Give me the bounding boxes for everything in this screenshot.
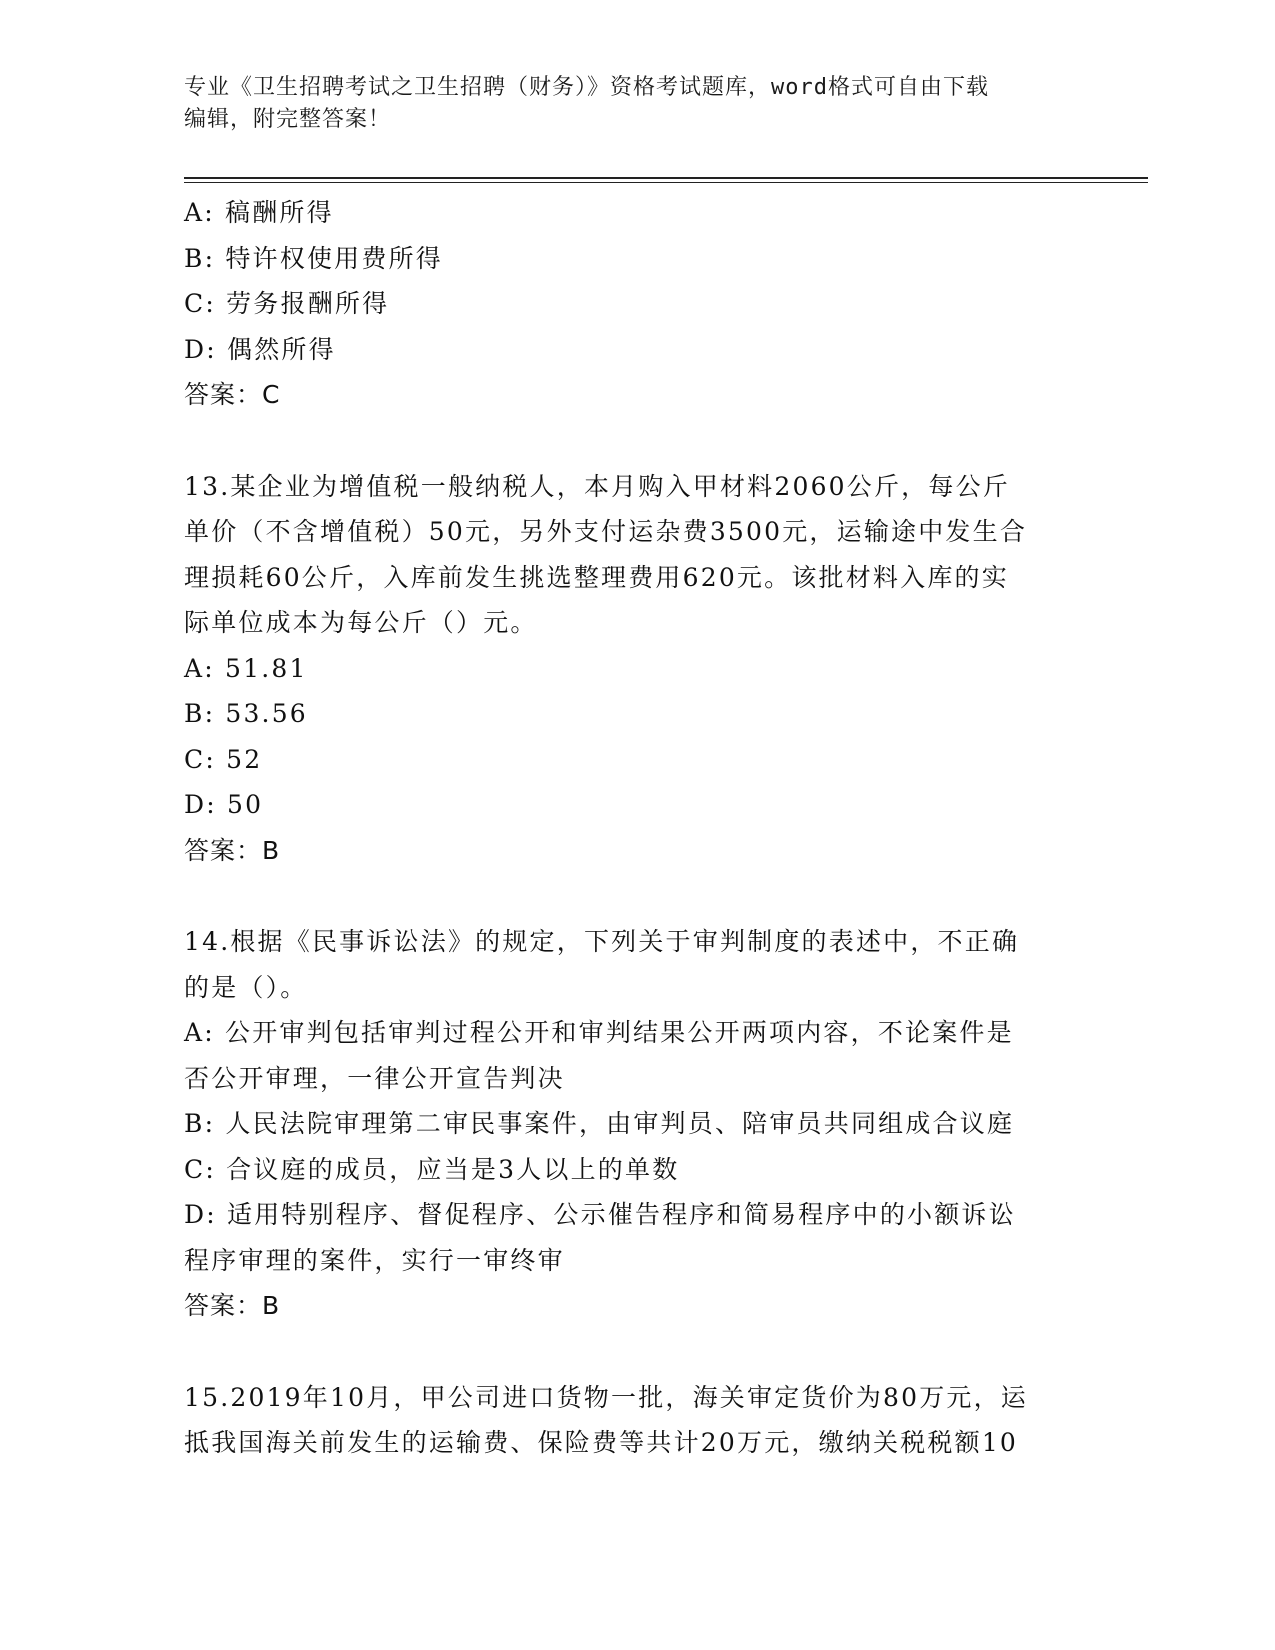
q12-answer: 答案：C bbox=[184, 380, 281, 409]
q15-stem-line-1: 15.2019年10月，甲公司进口货物一批，海关审定货价为80万元，运 bbox=[184, 1382, 1029, 1412]
q12-option-b: B: 特许权使用费所得 bbox=[184, 243, 443, 273]
question-13-block bbox=[184, 464, 1084, 874]
q12-option-a: A: 稿酬所得 bbox=[184, 198, 334, 227]
spacer bbox=[184, 1329, 1084, 1375]
question-14-block bbox=[184, 919, 1084, 1329]
header-line-2: 编辑，附完整答案！ bbox=[184, 107, 392, 132]
header-line-1: 专业《卫生招聘考试之卫生招聘（财务）》资格考试题库，word格式可自由下载 bbox=[184, 75, 989, 100]
q14-answer: 答案：B bbox=[184, 1291, 281, 1320]
question-15-block bbox=[184, 1375, 1084, 1466]
document-header bbox=[184, 72, 1084, 136]
q13-stem-line-4: 际单位成本为每公斤（）元。 bbox=[184, 608, 538, 637]
q13-stem-line-3: 理损耗60公斤，入库前发生挑选整理费用620元。该批材料入库的实 bbox=[184, 562, 1009, 592]
q13-option-c: C: 52 bbox=[184, 744, 263, 774]
question-12-block bbox=[184, 190, 1084, 418]
q14-option-d-line-2: 程序审理的案件，实行一审终审 bbox=[184, 1245, 565, 1275]
q13-stem-line-1: 13.某企业为增值税一般纳税人，本月购入甲材料2060公斤，每公斤 bbox=[184, 471, 1010, 501]
q14-stem-line-1: 14.根据《民事诉讼法》的规定，下列关于审判制度的表述中，不正确 bbox=[184, 927, 1020, 956]
q14-option-d-line-1: D: 适用特别程序、督促程序、公示催告程序和简易程序中的小额诉讼 bbox=[184, 1200, 1016, 1229]
q13-option-b: B: 53.56 bbox=[184, 699, 308, 728]
q14-option-c: C: 合议庭的成员，应当是3人以上的单数 bbox=[184, 1154, 680, 1184]
q14-option-b: B: 人民法院审理第二审民事案件，由审判员、陪审员共同组成合议庭 bbox=[184, 1109, 1015, 1138]
q15-stem-line-2: 抵我国海关前发生的运输费、保险费等共计20万元，缴纳关税税额10 bbox=[184, 1428, 1019, 1457]
q13-stem-line-2: 单价（不含增值税）50元，另外支付运杂费3500元，运输途中发生合 bbox=[184, 517, 1028, 546]
q13-answer: 答案：B bbox=[184, 835, 281, 865]
q13-option-d: D: 50 bbox=[184, 790, 264, 819]
q14-stem-line-2: 的是（）。 bbox=[184, 972, 308, 1002]
q12-option-d: D: 偶然所得 bbox=[184, 334, 336, 364]
q13-option-a: A: 51.81 bbox=[184, 653, 308, 683]
q12-option-c: C: 劳务报酬所得 bbox=[184, 289, 390, 318]
q14-option-a-line-2: 否公开审理，一律公开宣告判决 bbox=[184, 1063, 565, 1093]
header-rule-thin bbox=[184, 182, 1148, 183]
spacer bbox=[184, 873, 1084, 919]
header-rule-thick bbox=[184, 177, 1148, 179]
question-content bbox=[184, 190, 1084, 1466]
q14-option-a-line-1: A: 公开审判包括审判过程公开和审判结果公开两项内容，不论案件是 bbox=[184, 1018, 1014, 1047]
spacer bbox=[184, 418, 1084, 464]
